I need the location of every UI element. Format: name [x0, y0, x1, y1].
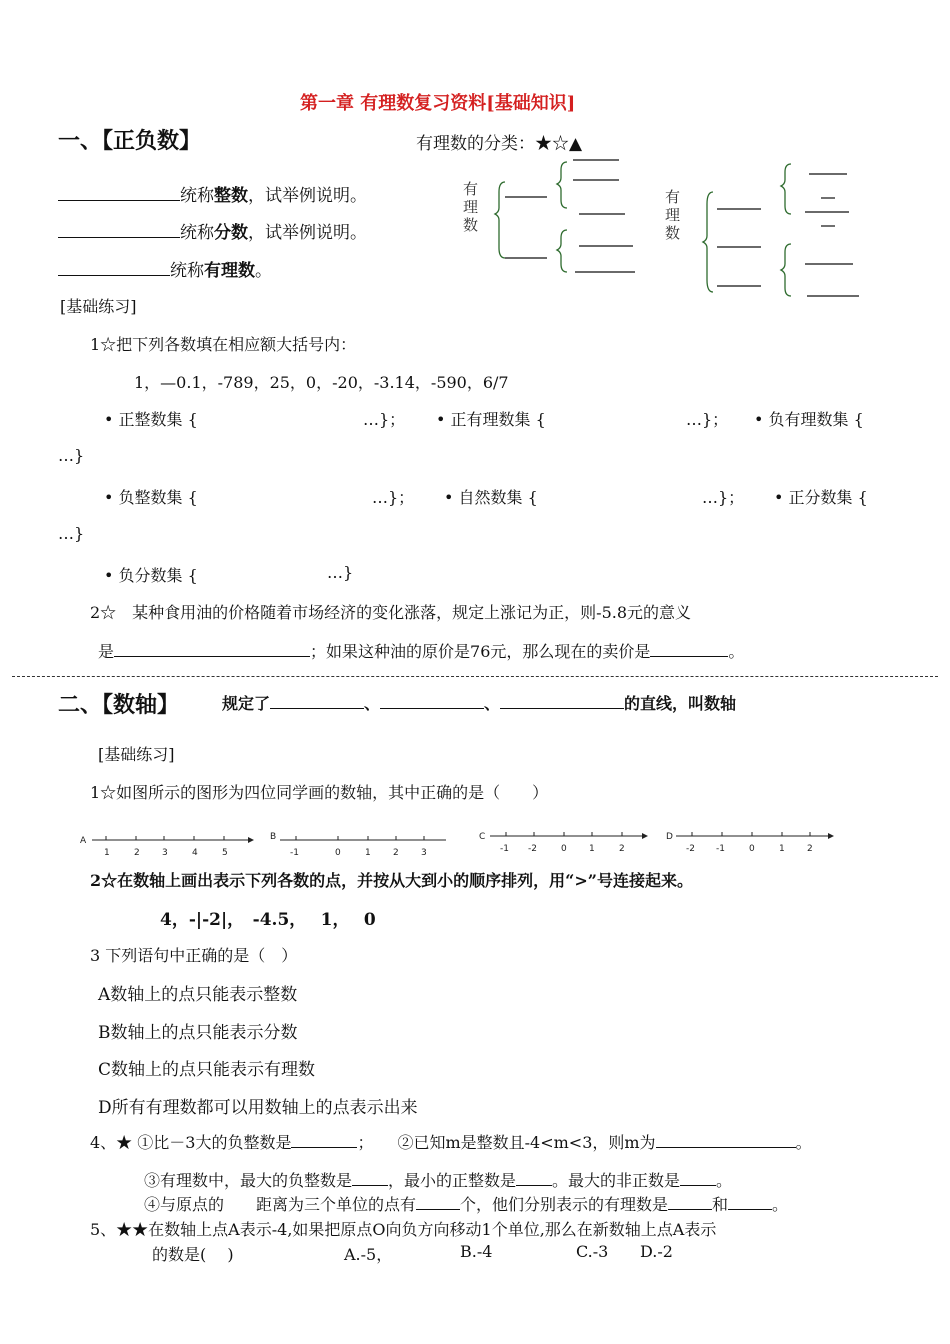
- integer-blank[interactable]: [58, 184, 180, 201]
- q4a-blank-2[interactable]: [656, 1131, 796, 1148]
- axis-b-tick: -1: [290, 848, 299, 858]
- q4b-blank-1[interactable]: [352, 1169, 388, 1186]
- fraction-line: 统称分数，试举例说明。: [58, 218, 367, 243]
- axis-d-tick: -1: [716, 844, 725, 854]
- axis-c-tick: -1: [500, 844, 509, 854]
- classification-trees: [455, 152, 875, 312]
- meaning-blank[interactable]: [114, 640, 310, 657]
- option-c: C数轴上的点只能表示有理数: [98, 1060, 316, 1080]
- section1-heading: 一、【正负数】: [58, 129, 202, 154]
- axis-d-tick: -2: [686, 844, 695, 854]
- axis-a-tick: 5: [222, 848, 228, 858]
- number-line-options: [76, 826, 846, 860]
- direction-blank[interactable]: [380, 692, 484, 709]
- origin-blank[interactable]: [270, 692, 364, 709]
- option-d: D所有有理数都可以用数轴上的点表示出来: [98, 1098, 418, 1118]
- axis-b-tick: 0: [335, 848, 341, 858]
- set-positive-rational: • 正有理数集 {: [436, 410, 546, 429]
- q4b-blank-2[interactable]: [516, 1169, 552, 1186]
- section-divider: [12, 676, 938, 677]
- axis-question-3: 3 下列语句中正确的是（ ）: [90, 946, 298, 965]
- question-2-line2: 是 ；如果这种油的原价是76元，那么现在的卖价是 。: [98, 642, 745, 661]
- axis-c-tick: 2: [619, 844, 625, 854]
- tree2-label-2: 理: [665, 206, 681, 224]
- axis-question-5-line2: 的数是( ): [152, 1245, 234, 1264]
- question-1: 1☆把下列各数填在相应额大括号内：: [90, 335, 357, 354]
- axis-a-tick: 1: [104, 848, 110, 858]
- price-blank[interactable]: [650, 640, 728, 657]
- set-negative-integer: • 负整数集 {: [104, 488, 198, 507]
- axis-d-label: D: [666, 832, 673, 842]
- axis-a-label: A: [80, 836, 87, 846]
- axis-question-4b: ③有理数中，最大的负整数是 ，最小的正整数是 。最大的非正数是 。: [144, 1171, 733, 1190]
- integer-line: 统称整数，试举例说明。: [58, 181, 367, 206]
- question-2: 2☆ 某种食用油的价格随着市场经济的变化涨落，规定上涨记为正，则-5.8元的意义: [90, 603, 692, 622]
- q4a-blank-1[interactable]: [291, 1131, 357, 1148]
- set-natural: • 自然数集 {: [444, 488, 538, 507]
- axis-question-1: 1☆如图所示的图形为四位同学画的数轴，其中正确的是（ ）: [90, 783, 549, 802]
- option-b: B数轴上的点只能表示分数: [98, 1023, 298, 1043]
- axis-a-tick: 4: [192, 848, 198, 858]
- q4c-blank-1[interactable]: [416, 1193, 460, 1210]
- option-a: A数轴上的点只能表示整数: [98, 985, 298, 1005]
- practice-label-1: [基础练习]: [60, 297, 137, 316]
- q5-option-d: D.-2: [640, 1242, 673, 1261]
- page-title: 第一章 有理数复习资料[基础知识]: [300, 93, 576, 114]
- axis-b-label: B: [270, 832, 277, 842]
- q4c-blank-2[interactable]: [668, 1193, 712, 1210]
- set-negative-rational: • 负有理数集 {: [754, 410, 864, 429]
- tree1-label-3: 数: [463, 216, 479, 234]
- axis-question-4c: ④与原点的 距离为三个单位的点有 个，他们分别表示的有理数是 和 。: [144, 1195, 789, 1214]
- tree1-label-1: 有: [463, 180, 479, 198]
- q5-option-b: B.-4: [460, 1242, 493, 1261]
- axis-a-tick: 2: [134, 848, 140, 858]
- axis-question-2: 2☆在数轴上画出表示下列各数的点，并按从大到小的顺序排列，用“>”号连接起来。: [90, 871, 693, 890]
- rational-line: 统称有理数。: [58, 256, 272, 281]
- rational-blank[interactable]: [58, 259, 170, 276]
- axis-d-tick: 2: [807, 844, 813, 854]
- fraction-blank[interactable]: [58, 221, 180, 238]
- question-1-numbers: 1，—0.1，-789，25，0，-20，-3.14，-590，6/7: [134, 373, 509, 392]
- q5-option-a: A.-5，: [344, 1245, 393, 1264]
- q4c-blank-3[interactable]: [728, 1193, 772, 1210]
- axis-d-tick: 1: [779, 844, 785, 854]
- axis-c-tick: 0: [561, 844, 567, 854]
- axis-definition: 规定了 、 、 的直线，叫数轴: [222, 694, 737, 713]
- axis-c-tick: 1: [589, 844, 595, 854]
- axis-a-tick: 3: [162, 848, 168, 858]
- axis-c-tick: -2: [528, 844, 537, 854]
- unit-blank[interactable]: [500, 692, 624, 709]
- set-negative-fraction: • 负分数集 {: [104, 566, 198, 585]
- set-positive-integer: • 正整数集 {: [104, 410, 198, 429]
- classify-label: 有理数的分类：★☆▲: [416, 134, 583, 154]
- tree2-label-3: 数: [665, 224, 681, 242]
- axis-b-tick: 2: [393, 848, 399, 858]
- axis-question-2-numbers: 4，-|-2|， -4.5， 1， 0: [160, 910, 376, 930]
- axis-question-4a: 4、★ ①比－3大的负整数是 ； ②已知m是整数且-4<m<3，则m为 。: [90, 1133, 812, 1152]
- q5-option-c: C.-3: [576, 1242, 609, 1261]
- q4b-blank-3[interactable]: [680, 1169, 716, 1186]
- axis-d-tick: 0: [749, 844, 755, 854]
- section2-heading: 二、【数轴】: [58, 693, 180, 718]
- axis-c-label: C: [479, 832, 486, 842]
- tree2-label-1: 有: [665, 188, 681, 206]
- set-positive-fraction: • 正分数集 {: [774, 488, 868, 507]
- tree1-label-2: 理: [463, 198, 479, 216]
- axis-question-5: 5、★★在数轴上点A表示-4,如果把原点O向负方向移动1个单位,那么在新数轴上点A表示: [90, 1220, 717, 1239]
- axis-b-tick: 1: [365, 848, 371, 858]
- axis-b-tick: 3: [421, 848, 427, 858]
- practice-label-2: [基础练习]: [98, 745, 175, 764]
